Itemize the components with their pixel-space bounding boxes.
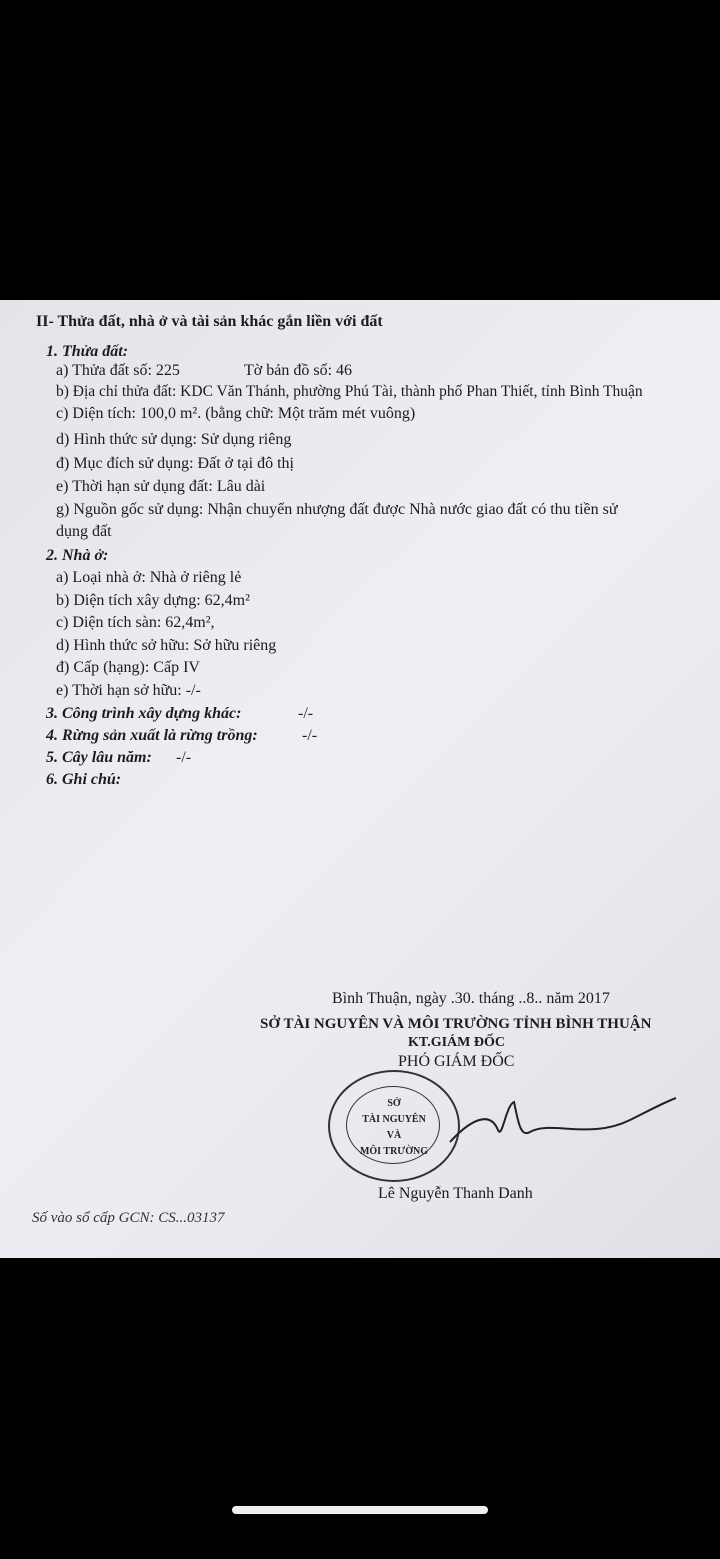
handwritten-signature: [440, 1080, 680, 1160]
house-floor-area: c) Diện tích sàn: 62,4m²,: [56, 614, 215, 631]
place-date: Bình Thuận, ngày .30. tháng ..8.. năm 2017: [332, 990, 610, 1007]
perennial-value: -/-: [176, 749, 192, 766]
signer-name: Lê Nguyễn Thanh Danh: [378, 1185, 533, 1202]
house-type: a) Loại nhà ở: Nhà ở riêng lẻ: [56, 569, 242, 586]
section-title: II- Thửa đất, nhà ở và tài sản khác gắn liền với đất: [36, 313, 383, 330]
land-map-sheet: Tờ bản đồ số: 46: [244, 362, 353, 379]
land-use-purpose: đ) Mục đích sử dụng: Đất ở tại đô thị: [56, 455, 294, 472]
land-parcel-number: a) Thửa đất số: 225: [56, 362, 180, 379]
land-heading: 1. Thửa đất:: [46, 343, 129, 360]
notes-label: 6. Ghi chú:: [46, 771, 122, 788]
agency-name: SỞ TÀI NGUYÊN VÀ MÔI TRƯỜNG TỈNH BÌNH THUẬN: [260, 1016, 652, 1032]
deputy-director-title: PHÓ GIÁM ĐỐC: [398, 1053, 515, 1070]
forest-label: 4. Rừng sản xuất là rừng trồng:: [46, 727, 258, 744]
land-origin-line2: dụng đất: [56, 523, 112, 540]
home-indicator[interactable]: [232, 1506, 488, 1514]
house-heading: 2. Nhà ở:: [46, 547, 109, 564]
forest-value: -/-: [302, 727, 318, 744]
house-ownership-form: d) Hình thức sở hữu: Sở hữu riêng: [56, 637, 277, 654]
land-use-form: d) Hình thức sử dụng: Sử dụng riêng: [56, 431, 292, 448]
house-grade: đ) Cấp (hạng): Cấp IV: [56, 659, 200, 676]
perennial-label: 5. Cây lâu năm:: [46, 749, 152, 766]
other-works-value: -/-: [298, 705, 314, 722]
land-use-term: e) Thời hạn sử dụng đất: Lâu dài: [56, 478, 266, 495]
house-ownership-term: e) Thời hạn sở hữu: -/-: [56, 682, 201, 699]
land-area: c) Diện tích: 100,0 m². (bằng chữ: Một trăm mét vuông): [56, 405, 416, 422]
on-behalf-director: KT.GIÁM ĐỐC: [408, 1035, 505, 1050]
registry-number: Số vào sổ cấp GCN: CS...03137: [32, 1210, 225, 1226]
official-seal: SỞ TÀI NGUYÊN VÀ MÔI TRƯỜNG: [328, 1070, 460, 1182]
house-building-area: b) Diện tích xây dựng: 62,4m²: [56, 592, 250, 609]
land-address: b) Địa chỉ thửa đất: KDC Văn Thánh, phường Phú Tài, thành phố Phan Thiết, tỉnh Bình Thuận: [56, 383, 643, 400]
certificate-page: [0, 300, 720, 1258]
other-works-label: 3. Công trình xây dựng khác:: [46, 705, 242, 722]
land-origin-line1: g) Nguồn gốc sử dụng: Nhận chuyển nhượng đất được Nhà nước giao đất có thu tiền sử: [56, 501, 618, 518]
